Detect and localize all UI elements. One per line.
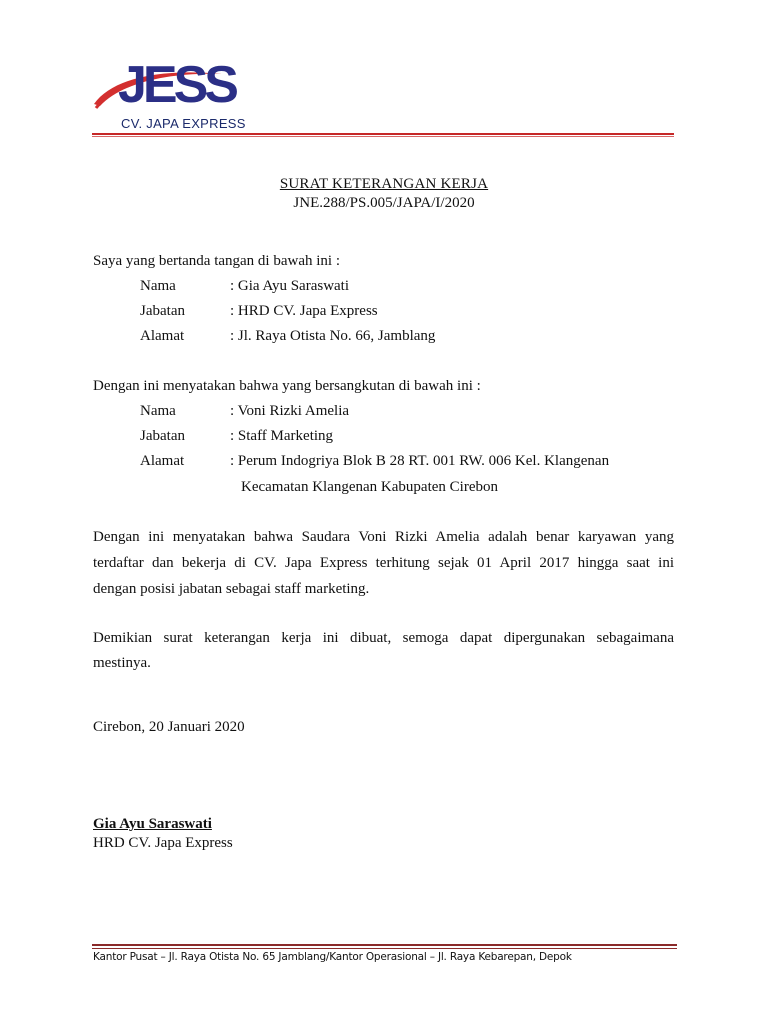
employee-address-continuation: Kecamatan Klangenan Kabupaten Cirebon (241, 479, 498, 495)
field-value: : HRD CV. Japa Express (230, 303, 378, 319)
document-title: SURAT KETERANGAN KERJA (279, 176, 489, 192)
field-value: : Jl. Raya Otista No. 66, Jamblang (230, 328, 436, 344)
signer-position-row (140, 303, 378, 320)
employee-position-row (140, 428, 333, 445)
reference-number: JNE.288/PS.005/JAPA/I/2020 (293, 195, 475, 211)
field-value: : Voni Rizki Amelia (230, 403, 350, 419)
body-line: Dengan ini menyatakan bahwa Saudara Voni Rizki Amelia adalah benar karyawan yang (93, 529, 674, 545)
field-value: : Perum Indogriya Blok B 28 RT. 001 RW. 006 Kel. Klangenan (230, 453, 610, 469)
signature-name: Gia Ayu Saraswati (93, 816, 212, 832)
signer-address-row (140, 328, 435, 345)
field-label: Alamat (140, 328, 185, 344)
closing-line: Demikian surat keterangan kerja ini dibuat, semoga dapat dipergunakan sebagaimana (93, 630, 674, 646)
footer-address: Kantor Pusat – Jl. Raya Otista No. 65 Jamblang/Kantor Operasional – Jl. Raya Kebarepan, Depok (93, 951, 572, 963)
footer-divider (92, 944, 677, 949)
employee-name-row (140, 403, 349, 420)
field-label: Nama (140, 403, 176, 419)
field-label: Jabatan (140, 303, 185, 319)
company-name: CV. JAPA EXPRESS (121, 116, 246, 131)
closing-line: mestinya. (93, 655, 151, 671)
header-divider (92, 133, 674, 137)
employee-address-row (140, 453, 609, 470)
place-date: Cirebon, 20 Januari 2020 (93, 719, 245, 735)
field-value: : Gia Ayu Saraswati (230, 278, 350, 294)
statement-text: Dengan ini menyatakan bahwa yang bersangkutan di bawah ini : (93, 378, 481, 394)
field-value: : Staff Marketing (230, 428, 334, 444)
logo-text: JESS (118, 56, 235, 114)
signer-name-row (140, 278, 349, 295)
intro-text: Saya yang bertanda tangan di bawah ini : (93, 253, 341, 269)
body-line: terdaftar dan bekerja di CV. Japa Express terhitung sejak 01 April 2017 hingga saat ini (93, 555, 674, 571)
signature-position: HRD CV. Japa Express (93, 835, 233, 851)
field-label: Jabatan (140, 428, 185, 444)
field-label: Alamat (140, 453, 185, 469)
body-line: dengan posisi jabatan sebagai staff marketing. (93, 581, 370, 597)
field-label: Nama (140, 278, 176, 294)
